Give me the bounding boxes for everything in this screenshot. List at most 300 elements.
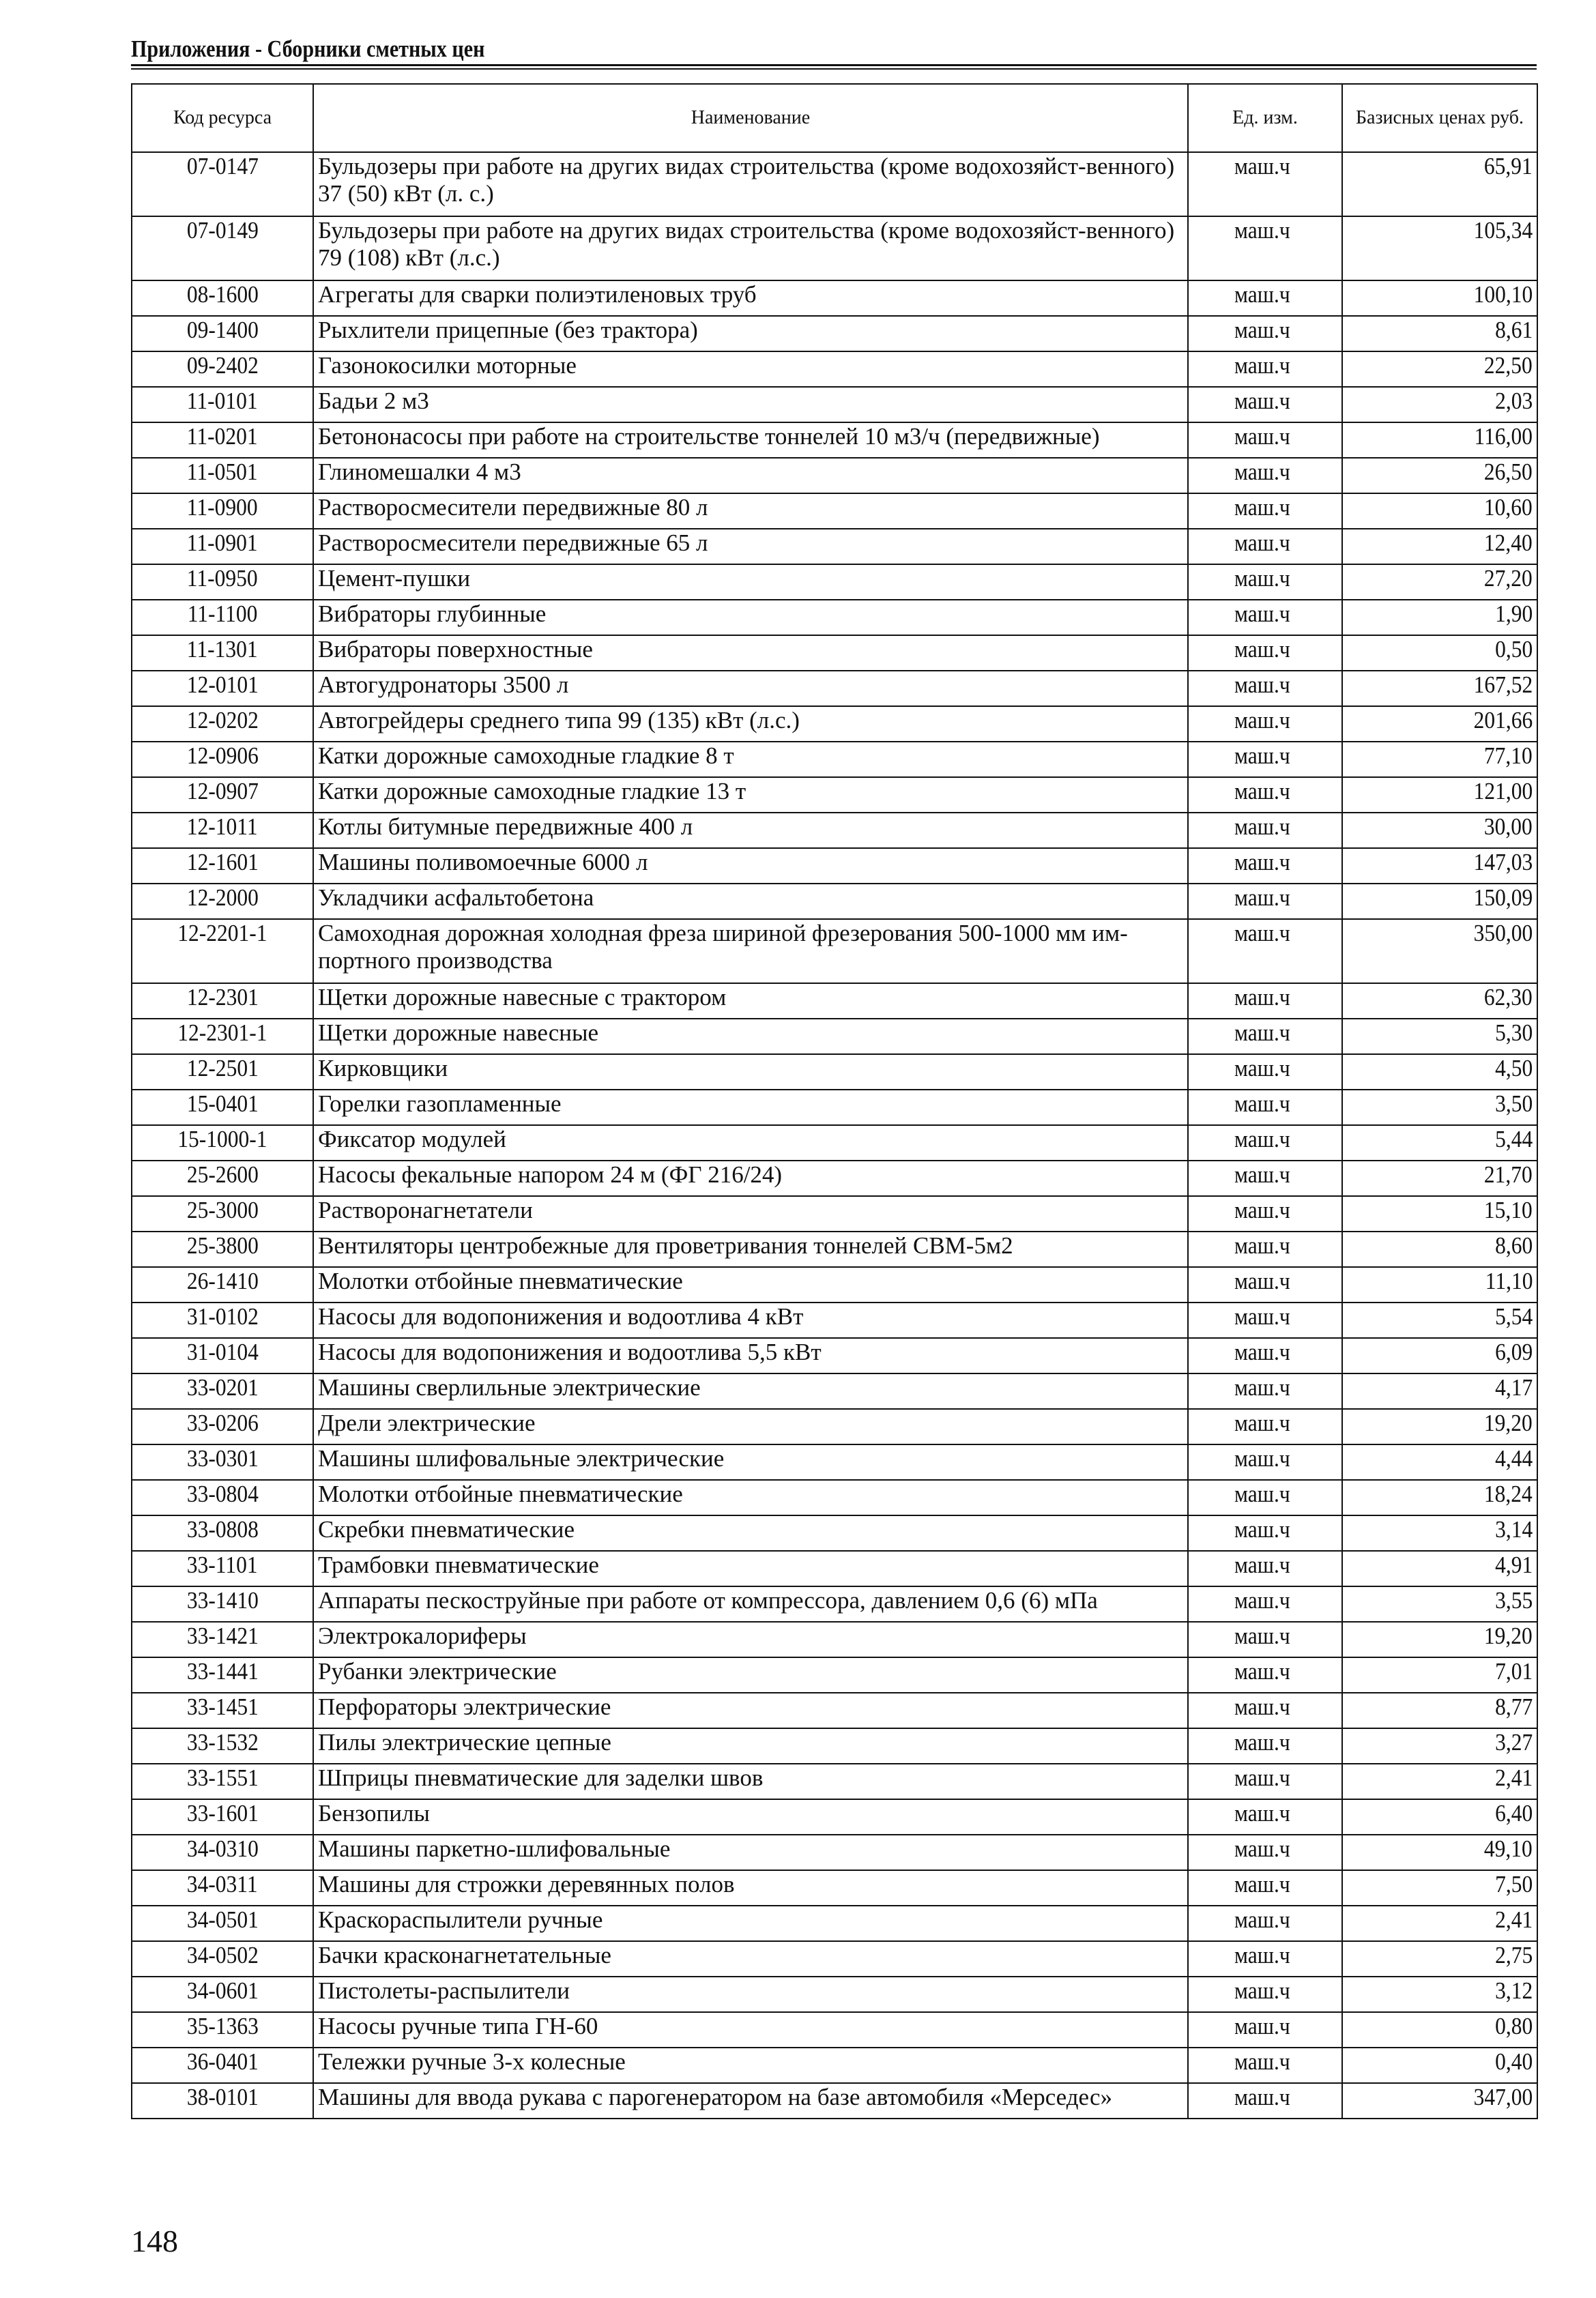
header-rule-thick: [131, 64, 1537, 66]
cell-code: [132, 919, 313, 983]
header-price: Базисных ценах руб.: [1342, 84, 1537, 152]
cell-name-text: Машины сверлильные электрические: [318, 1374, 701, 1401]
cell-code-text: 15-1000-1: [177, 1126, 267, 1152]
table-row: [132, 280, 1537, 316]
cell-price: [1342, 1764, 1537, 1799]
cell-unit: [1188, 422, 1342, 458]
cell-price-text: 0,40: [1494, 2048, 1533, 2075]
cell-price-text: 7,01: [1494, 1658, 1533, 1685]
cell-code-text: 11-0501: [187, 459, 258, 485]
cell-price: [1342, 152, 1537, 216]
cell-unit: [1188, 1693, 1342, 1728]
cell-name: [313, 1303, 1188, 1338]
table-row: [132, 884, 1537, 919]
cell-name: [313, 458, 1188, 493]
cell-unit: [1188, 1444, 1342, 1480]
cell-price-text: 8,61: [1494, 317, 1533, 343]
table-row: [132, 1728, 1537, 1764]
cell-unit-text: маш.ч: [1234, 1303, 1290, 1330]
cell-unit-text: маш.ч: [1234, 1835, 1290, 1862]
cell-name-text: Растворосмесители передвижные 80 л: [318, 494, 708, 521]
cell-name: [313, 1586, 1188, 1622]
cell-name-text: Машины поливомоечные 6000 л: [318, 849, 648, 875]
cell-name-text: Газонокосилки моторные: [318, 352, 577, 379]
cell-price-text: 12,40: [1484, 529, 1533, 556]
cell-price: [1342, 422, 1537, 458]
cell-price-text: 21,70: [1484, 1161, 1533, 1188]
cell-price: [1342, 1906, 1537, 1941]
cell-price-text: 19,20: [1484, 1410, 1533, 1436]
cell-unit: [1188, 1409, 1342, 1444]
cell-code-text: 35-1363: [186, 2013, 259, 2039]
cell-unit-text: маш.ч: [1234, 352, 1290, 379]
table-row: [132, 1232, 1537, 1267]
cell-unit: [1188, 2083, 1342, 2119]
cell-code-text: 12-0101: [186, 671, 259, 698]
cell-unit: [1188, 1338, 1342, 1373]
cell-code-text: 12-2201-1: [177, 920, 267, 946]
cell-unit: [1188, 1267, 1342, 1303]
cell-price: [1342, 1267, 1537, 1303]
cell-unit-text: маш.ч: [1234, 1587, 1290, 1614]
table-row: [132, 152, 1537, 216]
cell-name: [313, 529, 1188, 564]
cell-code: [132, 1267, 313, 1303]
table-row: [132, 493, 1537, 529]
cell-price: [1342, 458, 1537, 493]
cell-price: [1342, 671, 1537, 706]
cell-code: [132, 1977, 313, 2012]
cell-code: [132, 635, 313, 671]
cell-code-text: 11-0201: [187, 423, 258, 450]
cell-name-text: Растворонагнетатели: [318, 1197, 533, 1223]
cell-name: [313, 422, 1188, 458]
cell-price: [1342, 1232, 1537, 1267]
cell-code: [132, 387, 313, 422]
cell-code: [132, 493, 313, 529]
cell-unit-text: маш.ч: [1234, 565, 1290, 592]
cell-price: [1342, 1409, 1537, 1444]
cell-name-text: Растворосмесители передвижные 65 л: [318, 529, 708, 556]
cell-unit: [1188, 983, 1342, 1019]
table-row: [132, 387, 1537, 422]
cell-unit: [1188, 152, 1342, 216]
cell-code: [132, 458, 313, 493]
cell-price: [1342, 1515, 1537, 1551]
cell-code-text: 38-0101: [186, 2084, 259, 2110]
cell-unit: [1188, 1551, 1342, 1586]
table-row: [132, 1480, 1537, 1515]
cell-unit-text: маш.ч: [1234, 707, 1290, 733]
cell-code: [132, 1303, 313, 1338]
cell-price: [1342, 1338, 1537, 1373]
cell-code-text: 33-1601: [186, 1800, 259, 1827]
cell-name: [313, 1090, 1188, 1125]
cell-code: [132, 671, 313, 706]
cell-unit: [1188, 1480, 1342, 1515]
cell-name: [313, 351, 1188, 387]
cell-name: [313, 564, 1188, 600]
cell-code: [132, 742, 313, 777]
cell-code-text: 12-2501: [186, 1055, 259, 1081]
table-row: [132, 458, 1537, 493]
cell-name: [313, 1941, 1188, 1977]
cell-code: [132, 1338, 313, 1373]
table-row: [132, 1125, 1537, 1161]
table-row: [132, 316, 1537, 351]
cell-name: [313, 316, 1188, 351]
cell-unit: [1188, 777, 1342, 813]
cell-unit-text: маш.ч: [1234, 1232, 1290, 1259]
cell-unit-text: маш.ч: [1234, 153, 1290, 179]
cell-name: [313, 1161, 1188, 1196]
cell-name: [313, 919, 1188, 983]
cell-unit: [1188, 493, 1342, 529]
cell-price: [1342, 1977, 1537, 2012]
cell-code-text: 33-1551: [186, 1764, 259, 1791]
cell-code-text: 12-0906: [186, 742, 259, 769]
cell-code-text: 34-0502: [186, 1942, 259, 1968]
cell-code: [132, 600, 313, 635]
cell-name: [313, 1657, 1188, 1693]
cell-price: [1342, 280, 1537, 316]
table-row: [132, 671, 1537, 706]
cell-price-text: 3,27: [1494, 1729, 1533, 1756]
cell-price-text: 15,10: [1484, 1197, 1533, 1223]
cell-price: [1342, 529, 1537, 564]
cell-price: [1342, 1693, 1537, 1728]
cell-price: [1342, 2048, 1537, 2083]
cell-price-text: 2,03: [1494, 388, 1533, 414]
cell-name-text: Электрокалориферы: [318, 1623, 527, 1649]
cell-name-text: Пистолеты-распылители: [318, 1977, 570, 2004]
cell-unit-text: маш.ч: [1234, 1906, 1290, 1933]
cell-name-text: Вибраторы глубинные: [318, 600, 547, 627]
cell-unit: [1188, 1196, 1342, 1232]
cell-name-text: Укладчики асфальтобетона: [318, 884, 594, 911]
cell-name: [313, 1409, 1188, 1444]
cell-code: [132, 813, 313, 848]
cell-price-text: 121,00: [1473, 778, 1533, 804]
cell-code-text: 34-0311: [187, 1871, 258, 1897]
cell-code-text: 12-2000: [186, 884, 259, 911]
cell-code-text: 12-2301: [186, 984, 259, 1010]
cell-code: [132, 1622, 313, 1657]
cell-code-text: 33-0201: [186, 1374, 259, 1401]
cell-unit-text: маш.ч: [1234, 813, 1290, 840]
cell-price: [1342, 1870, 1537, 1906]
cell-unit-text: маш.ч: [1234, 2048, 1290, 2075]
cell-price-text: 27,20: [1484, 565, 1533, 592]
cell-unit-text: маш.ч: [1234, 1658, 1290, 1685]
cell-name-text: Кирковщики: [318, 1055, 448, 1081]
cell-name-text: Бачки красконагнетательные: [318, 1942, 611, 1968]
table-row: [132, 2048, 1537, 2083]
cell-unit-text: маш.ч: [1234, 1445, 1290, 1472]
cell-code-text: 33-1532: [186, 1729, 259, 1756]
table-row: [132, 564, 1537, 600]
cell-price: [1342, 1090, 1537, 1125]
table-row: [132, 1303, 1537, 1338]
table-row: [132, 1161, 1537, 1196]
cell-code: [132, 1161, 313, 1196]
cell-unit-text: маш.ч: [1234, 984, 1290, 1010]
cell-unit: [1188, 1799, 1342, 1835]
table-row: [132, 1622, 1537, 1657]
cell-name: [313, 1373, 1188, 1409]
table-row: [132, 742, 1537, 777]
cell-code-text: 09-1400: [186, 317, 259, 343]
cell-code: [132, 316, 313, 351]
cell-code: [132, 2012, 313, 2048]
cell-name-text: Бульдозеры при работе на других видах строительства (кроме водохозяйст-венного) 37 (50) кВт (л. с.): [318, 153, 1175, 207]
cell-unit-text: маш.ч: [1234, 494, 1290, 521]
cell-unit: [1188, 919, 1342, 983]
cell-code-text: 07-0149: [186, 217, 259, 244]
header-rule-thin: [131, 68, 1537, 70]
cell-price: [1342, 1196, 1537, 1232]
cell-price-text: 167,52: [1473, 671, 1533, 698]
cell-name: [313, 1799, 1188, 1835]
cell-code-text: 34-0501: [186, 1906, 259, 1933]
cell-name: [313, 1728, 1188, 1764]
cell-unit: [1188, 1657, 1342, 1693]
cell-unit: [1188, 2012, 1342, 2048]
cell-name-text: Горелки газопламенные: [318, 1090, 562, 1117]
cell-unit-text: маш.ч: [1234, 423, 1290, 450]
cell-unit: [1188, 884, 1342, 919]
table-row: [132, 1693, 1537, 1728]
cell-unit-text: маш.ч: [1234, 217, 1290, 244]
table-row: [132, 1977, 1537, 2012]
table-row: [132, 1799, 1537, 1835]
cell-price-text: 2,75: [1494, 1942, 1533, 1968]
cell-unit-text: маш.ч: [1234, 778, 1290, 804]
cell-code: [132, 1799, 313, 1835]
cell-name-text: Молотки отбойные пневматические: [318, 1268, 683, 1294]
cell-name: [313, 813, 1188, 848]
cell-name: [313, 1870, 1188, 1906]
cell-name-text: Скребки пневматические: [318, 1516, 575, 1543]
cell-price-text: 3,55: [1494, 1587, 1533, 1614]
cell-unit: [1188, 1373, 1342, 1409]
cell-name-text: Насосы для водопонижения и водоотлива 4 кВт: [318, 1303, 804, 1330]
cell-name: [313, 493, 1188, 529]
cell-price-text: 201,66: [1473, 707, 1533, 733]
cell-name: [313, 671, 1188, 706]
cell-price-text: 5,54: [1494, 1303, 1533, 1330]
cell-code-text: 34-0310: [186, 1835, 259, 1862]
cell-code: [132, 1870, 313, 1906]
cell-price: [1342, 884, 1537, 919]
cell-unit-text: маш.ч: [1234, 920, 1290, 946]
cell-code: [132, 216, 313, 280]
cell-unit: [1188, 1161, 1342, 1196]
cell-unit: [1188, 1977, 1342, 2012]
cell-price: [1342, 813, 1537, 848]
cell-unit-text: маш.ч: [1234, 1090, 1290, 1117]
table-row: [132, 1267, 1537, 1303]
cell-price-text: 2,41: [1494, 1764, 1533, 1791]
cell-unit-text: маш.ч: [1234, 1161, 1290, 1188]
price-table: [131, 83, 1538, 2119]
cell-price: [1342, 600, 1537, 635]
cell-unit-text: маш.ч: [1234, 1410, 1290, 1436]
cell-unit: [1188, 1054, 1342, 1090]
cell-price-text: 0,50: [1494, 636, 1533, 663]
cell-price-text: 18,24: [1484, 1481, 1533, 1507]
cell-code: [132, 1054, 313, 1090]
cell-unit: [1188, 351, 1342, 387]
cell-name: [313, 1267, 1188, 1303]
table-row: [132, 983, 1537, 1019]
cell-name: [313, 1764, 1188, 1799]
cell-unit: [1188, 1941, 1342, 1977]
cell-price-text: 4,17: [1494, 1374, 1533, 1401]
cell-unit-text: маш.ч: [1234, 1197, 1290, 1223]
cell-code-text: 33-0804: [186, 1481, 259, 1507]
cell-unit-text: маш.ч: [1234, 849, 1290, 875]
table-row: [132, 706, 1537, 742]
cell-unit: [1188, 706, 1342, 742]
cell-code-text: 34-0601: [186, 1977, 259, 2004]
table-row: [132, 529, 1537, 564]
cell-unit: [1188, 564, 1342, 600]
cell-name: [313, 1515, 1188, 1551]
cell-code: [132, 848, 313, 884]
cell-name: [313, 280, 1188, 316]
cell-name-text: Самоходная дорожная холодная фреза шириной фрезерования 500-1000 мм им-портного производства: [318, 920, 1128, 974]
cell-name: [313, 1196, 1188, 1232]
cell-code-text: 33-1101: [187, 1552, 258, 1578]
table-row: [132, 1019, 1537, 1054]
cell-code: [132, 351, 313, 387]
table-row: [132, 1657, 1537, 1693]
cell-price: [1342, 983, 1537, 1019]
cell-code-text: 11-1301: [187, 636, 258, 663]
header-name: Наименование: [313, 84, 1188, 152]
cell-name-text: Цемент-пушки: [318, 565, 471, 592]
cell-code-text: 25-2600: [186, 1161, 259, 1188]
cell-price-text: 4,44: [1494, 1445, 1533, 1472]
cell-name: [313, 152, 1188, 216]
cell-code: [132, 1125, 313, 1161]
cell-price: [1342, 564, 1537, 600]
cell-unit: [1188, 1090, 1342, 1125]
cell-name: [313, 1232, 1188, 1267]
cell-name-text: Автогудронаторы 3500 л: [318, 671, 569, 698]
cell-code: [132, 1835, 313, 1870]
cell-unit: [1188, 813, 1342, 848]
cell-price-text: 65,91: [1484, 153, 1533, 179]
cell-name-text: Шприцы пневматические для заделки швов: [318, 1764, 764, 1791]
cell-code-text: 25-3800: [186, 1232, 259, 1259]
table-row: [132, 600, 1537, 635]
cell-price-text: 105,34: [1473, 217, 1533, 244]
table-row: [132, 2083, 1537, 2119]
table-row: [132, 1835, 1537, 1870]
cell-code: [132, 529, 313, 564]
cell-unit: [1188, 1835, 1342, 1870]
cell-price-text: 6,40: [1494, 1800, 1533, 1827]
cell-unit: [1188, 1515, 1342, 1551]
cell-price-text: 1,90: [1494, 600, 1533, 627]
cell-price-text: 26,50: [1484, 459, 1533, 485]
cell-name: [313, 983, 1188, 1019]
page-number: 148: [131, 2224, 178, 2258]
cell-unit: [1188, 1019, 1342, 1054]
cell-price-text: 100,10: [1473, 281, 1533, 308]
cell-price-text: 4,91: [1494, 1552, 1533, 1578]
cell-price-text: 77,10: [1484, 742, 1533, 769]
cell-code-text: 33-1451: [186, 1693, 259, 1720]
cell-unit: [1188, 216, 1342, 280]
cell-unit: [1188, 1232, 1342, 1267]
cell-price-text: 3,12: [1494, 1977, 1533, 2004]
cell-name: [313, 2083, 1188, 2119]
cell-unit-text: маш.ч: [1234, 1871, 1290, 1897]
cell-name-text: Насосы ручные типа ГН-60: [318, 2013, 598, 2039]
cell-code-text: 12-1601: [186, 849, 259, 875]
cell-price: [1342, 706, 1537, 742]
cell-unit-text: маш.ч: [1234, 529, 1290, 556]
cell-unit-text: маш.ч: [1234, 2013, 1290, 2039]
cell-name: [313, 1444, 1188, 1480]
cell-price: [1342, 1444, 1537, 1480]
table-row: [132, 1054, 1537, 1090]
running-head-title: Приложения - Сборники сметных цен: [131, 35, 485, 62]
cell-name: [313, 1906, 1188, 1941]
cell-name-text: Насосы фекальные напором 24 м (ФГ 216/24): [318, 1161, 783, 1188]
cell-price: [1342, 1622, 1537, 1657]
cell-code: [132, 564, 313, 600]
cell-price-text: 350,00: [1473, 920, 1533, 946]
cell-unit-text: маш.ч: [1234, 636, 1290, 663]
cell-code: [132, 706, 313, 742]
cell-code-text: 09-2402: [186, 352, 259, 379]
cell-code-text: 12-0202: [186, 707, 259, 733]
cell-unit-text: маш.ч: [1234, 1339, 1290, 1365]
cell-unit: [1188, 2048, 1342, 2083]
cell-name: [313, 1977, 1188, 2012]
cell-unit-text: маш.ч: [1234, 742, 1290, 769]
cell-code: [132, 983, 313, 1019]
cell-price: [1342, 1835, 1537, 1870]
cell-code: [132, 1906, 313, 1941]
cell-name: [313, 387, 1188, 422]
cell-unit-text: маш.ч: [1234, 1374, 1290, 1401]
cell-name: [313, 1019, 1188, 1054]
cell-code-text: 11-0950: [187, 565, 258, 592]
cell-name-text: Машины шлифовальные электрические: [318, 1445, 725, 1472]
table-row: [132, 1764, 1537, 1799]
cell-code-text: 33-1421: [186, 1623, 259, 1649]
table-row: [132, 1906, 1537, 1941]
cell-name: [313, 1551, 1188, 1586]
cell-name: [313, 2012, 1188, 2048]
table-row: [132, 422, 1537, 458]
table-row: [132, 216, 1537, 280]
cell-name: [313, 2048, 1188, 2083]
cell-code: [132, 777, 313, 813]
cell-code: [132, 1693, 313, 1728]
cell-price: [1342, 635, 1537, 671]
cell-price: [1342, 1019, 1537, 1054]
cell-unit-text: маш.ч: [1234, 1942, 1290, 1968]
cell-code: [132, 1657, 313, 1693]
cell-code-text: 31-0104: [186, 1339, 259, 1365]
cell-name: [313, 884, 1188, 919]
